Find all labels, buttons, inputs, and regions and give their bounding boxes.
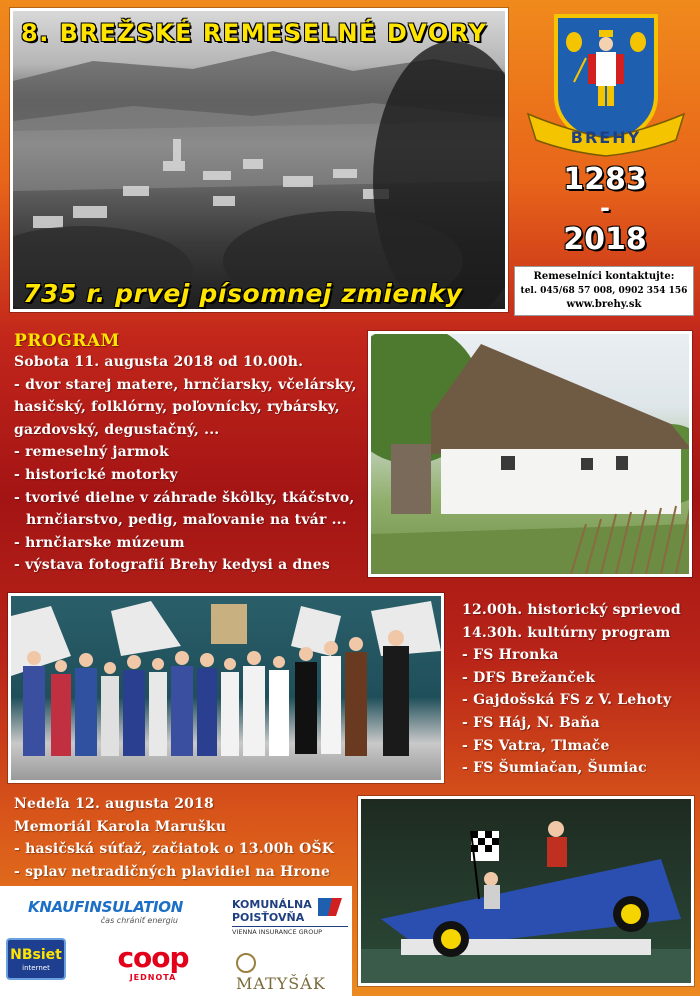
- crest-banner-text: BREHY: [570, 128, 642, 147]
- knauf-logo: [28, 898, 184, 925]
- contact-box: [514, 266, 694, 316]
- program-item: - historické motorky: [14, 466, 178, 483]
- sunday-program: [14, 793, 354, 883]
- year-start: 1283: [563, 162, 647, 197]
- poster-title: 8. BREŽSKÉ REMESELNÉ DVORY: [21, 19, 488, 47]
- coop-subtext: JEDNOTA: [129, 973, 177, 982]
- village-landscape: [13, 11, 508, 312]
- matysak-logo: [236, 952, 348, 993]
- afternoon-line: - DFS Brežanček: [462, 669, 596, 686]
- program-item: - hrnčiarske múzeum: [14, 534, 185, 551]
- sunday-item: - splav netradičných plavidiel na Hrone: [14, 863, 331, 880]
- cottage-photo: [368, 331, 692, 577]
- brehy-coat-of-arms: [526, 10, 686, 160]
- folklore-photo: [8, 593, 444, 783]
- program-item: - výstava fotografií Brehy kedysi a dnes: [14, 557, 330, 574]
- afternoon-line: - FS Hronka: [462, 647, 559, 664]
- program-item: gazdovský, degustačný, ...: [14, 421, 220, 438]
- coop-logo: [108, 941, 198, 984]
- sunday-date: Nedeľa 12. augusta 2018: [14, 796, 214, 812]
- knauf-wordmark: KNAUFINSULATION: [28, 898, 184, 916]
- village-photo: [10, 8, 508, 312]
- komunalna-line2: POISŤOVŇA: [232, 911, 305, 924]
- year-dash: -: [600, 194, 610, 222]
- komunalna-line1: KOMUNÁLNA: [232, 898, 312, 911]
- afternoon-line: - Gajdošská FS z V. Lehoty: [462, 692, 672, 709]
- afternoon-line: - FS Vatra, Tlmače: [462, 737, 610, 754]
- raft-scene: [361, 799, 694, 986]
- year-end: 2018: [563, 222, 647, 257]
- contact-phone: tel. 045/68 57 008, 0902 354 156: [520, 286, 688, 296]
- afternoon-program: [462, 599, 694, 780]
- afternoon-line: - FS Šumiačan, Šumiac: [462, 760, 647, 777]
- afternoon-line: 14.30h. kultúrny program: [462, 624, 671, 641]
- nbs-wordmark: NBsiet: [10, 947, 62, 963]
- afternoon-line: 12.00h. historický sprievod: [462, 602, 681, 618]
- program-item: - dvor starej matere, hrnčiarsky, včelársky,: [14, 376, 357, 393]
- komunalna-flag-icon: [318, 898, 342, 916]
- coop-wordmark: coop: [117, 941, 189, 974]
- program-block: [14, 331, 364, 577]
- program-saturday: Sobota 11. augusta 2018 od 10.00h.: [14, 354, 304, 370]
- nbs-logo: [6, 938, 66, 980]
- contact-web: www.brehy.sk: [566, 299, 642, 310]
- afternoon-line: - FS Háj, N. Baňa: [462, 714, 600, 731]
- komunalna-subtext: VIENNA INSURANCE GROUP: [232, 926, 348, 937]
- contact-heading: Remeselníci kontaktujte:: [533, 271, 675, 282]
- knauf-tagline: čas chrániť energiu: [100, 916, 178, 925]
- poster-subtitle: 735 r. prvej písomnej zmienky: [23, 279, 463, 308]
- folklore-scene: [11, 596, 444, 783]
- program-item: - remeselný jarmok: [14, 444, 169, 461]
- nbs-subtext: internet: [22, 964, 50, 972]
- program-heading: PROGRAM: [14, 331, 120, 351]
- sunday-item: - hasičská súťaž, začiatok o 13.00h OŠK: [14, 841, 335, 858]
- raft-photo: [358, 796, 694, 986]
- program-item: - tvorivé dielne v záhrade škôlky, tkáčstvo,: [14, 489, 355, 506]
- sunday-item: Memoriál Karola Marušku: [14, 818, 227, 835]
- matysak-wordmark: MATYŠÁK: [236, 973, 326, 993]
- program-item: hrnčiarstvo, pedig, maľovanie na tvár ...: [26, 512, 347, 529]
- cottage-scene: [371, 334, 692, 577]
- matysak-emblem-icon: [236, 953, 256, 973]
- program-item: hasičský, folklórny, poľovnícky, rybársky,: [14, 399, 340, 416]
